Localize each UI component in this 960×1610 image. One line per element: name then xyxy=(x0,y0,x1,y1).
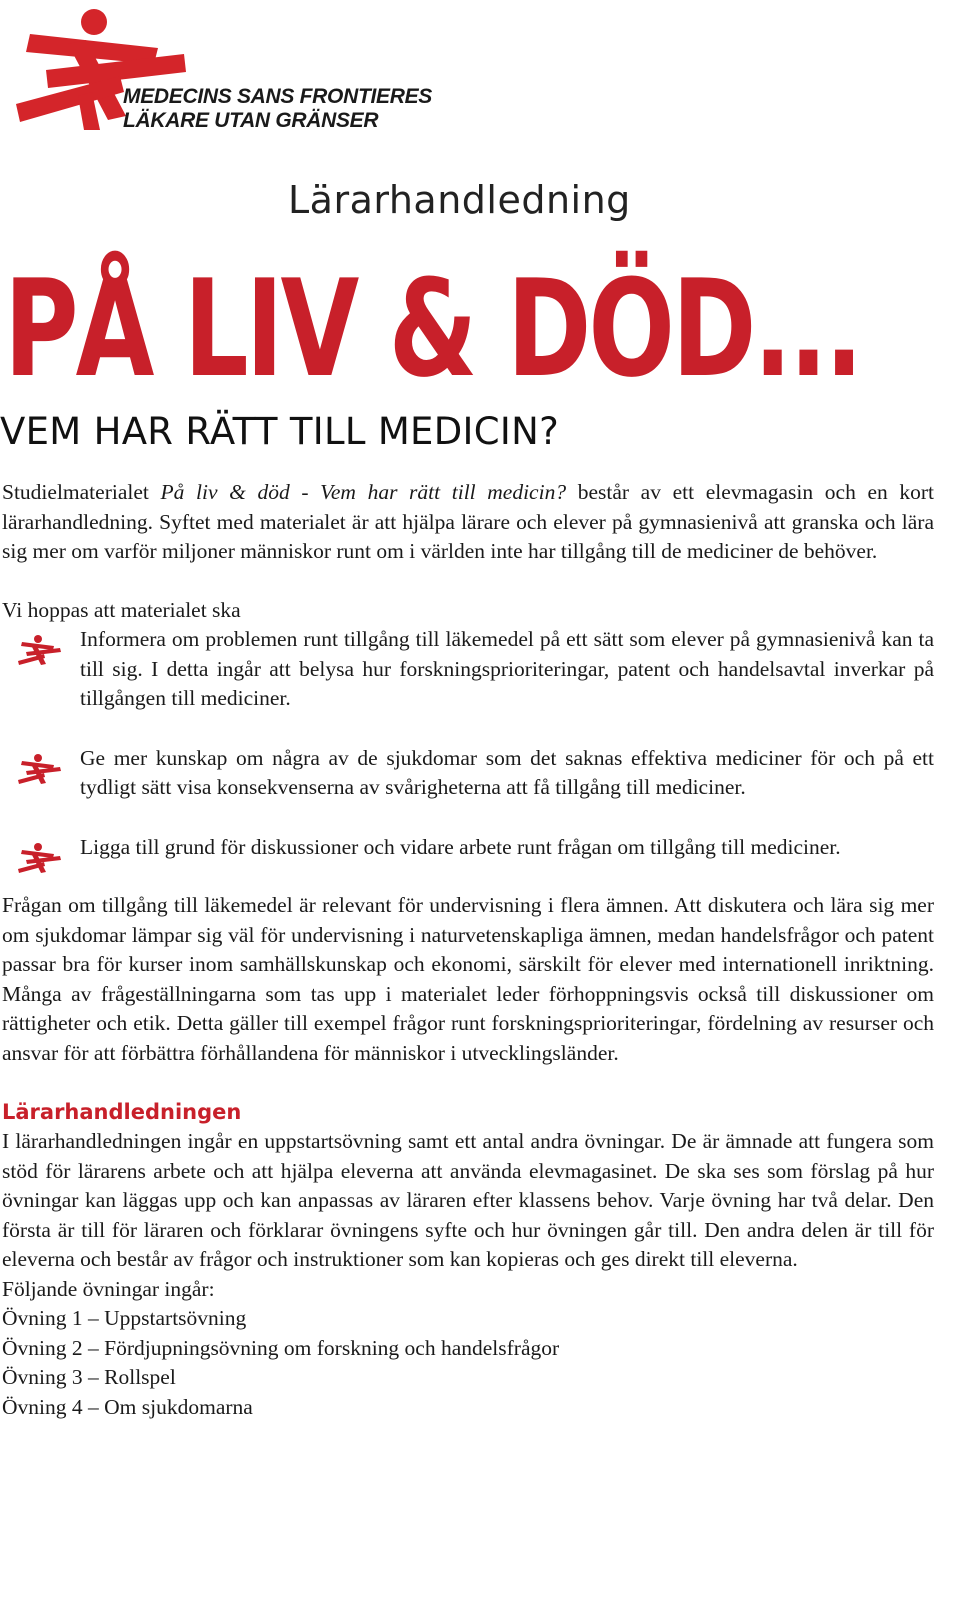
goals-lead: Vi hoppas att materialet ska xyxy=(2,597,241,622)
goal-text: Ge mer kunskap om några av de sjukdomar som det saknas effektiva mediciner för och på ett tydligt sätt visa konsekvenserna av svårigheterna att få tillgång till mediciner. xyxy=(80,745,934,799)
main-title: PÅ LIV & DÖD... xyxy=(4,251,861,407)
goal-item xyxy=(2,833,934,863)
intro-suffix: består av ett elevmagasin och en kort lärarhandledning. Syftet med materialet är att hjälpa lärare och elever på gymnasienivå att granska och lära sig mer om varför miljoner människor runt om i världen inte har tillgång till de mediciner de behöver. xyxy=(2,480,934,563)
msf-logo xyxy=(8,4,432,136)
exercise-item: Övning 2 – Fördjupningsövning om forskning och handelsfrågor xyxy=(2,1335,560,1360)
document-label: Lärarhandledning xyxy=(288,178,631,222)
msf-bullet-icon xyxy=(16,841,62,877)
guide-heading: Lärarhandledningen xyxy=(2,1100,242,1124)
exercise-item: Övning 1 – Uppstartsövning xyxy=(2,1306,247,1330)
intro-prefix: Studielmaterialet xyxy=(2,480,161,504)
exercise-item: Övning 4 – Om sjukdomarna xyxy=(2,1394,253,1419)
logo-line-1: MEDECINS SANS FRONTIERES xyxy=(123,85,432,108)
goal-text: Ligga till grund för diskussioner och vidare arbete runt frågan om tillgång till mediciner. xyxy=(80,834,841,859)
subjects-paragraph: Frågan om tillgång till läkemedel är relevant för undervisning i flera ämnen. Att diskutera och lära sig mer om sjukdomar lämpar sig väl för undervisning i naturvetenskapliga ämnen, medan handelsfrågor och patent passar bra för kurser inom samhällskunskap och ekonomi, särskilt för elever med internationell inriktning. Många av frågeställningarna som tas upp i materialet leder förhoppningsvis också till diskussioner om rättigheter och etik. Detta gäller till exempel frågor runt forskningsprioriteringar, fördelning av resurser och ansvar för att förbättra förhållandena för människor i utvecklingsländer. xyxy=(2,893,934,1065)
exercise-list xyxy=(2,1304,934,1422)
goal-item xyxy=(2,744,934,803)
exercises-lead: Följande övningar ingår: xyxy=(2,1276,215,1301)
goal-item xyxy=(2,625,934,714)
msf-bullet-icon xyxy=(16,752,62,788)
msf-bullet-icon xyxy=(16,633,62,669)
goals-list xyxy=(2,625,934,862)
document-body xyxy=(2,478,934,1422)
logo-line-2: LÄKARE UTAN GRÄNSER xyxy=(123,109,379,132)
intro-paragraph xyxy=(2,478,934,567)
guide-paragraph: I lärarhandledningen ingår en uppstartsövning samt ett antal andra övningar. De är ämnade att fungera som stöd för lärarens arbete och att hjälpa eleverna att använda elevmagasinet. De ska ses som förslag på hur övningar kan läggas upp och kan anpassas av läraren efter klassens behov. Varje övning har två delar. Den första är till för läraren och förklarar övningens syfte och hur övningen går till. Den andra delen är till för eleverna och består av frågor och instruktioner som kan kopieras och ges direkt till eleverna. xyxy=(2,1129,934,1271)
subtitle: VEM HAR RÄTT TILL MEDICIN? xyxy=(0,410,560,453)
exercise-item: Övning 3 – Rollspel xyxy=(2,1365,176,1389)
intro-title-italic: På liv & död - Vem har rätt till medicin? xyxy=(160,480,567,504)
goal-text: Informera om problemen runt tillgång till läkemedel på ett sätt som elever på gymnasienivå kan ta till sig. I detta ingår att belysa hur forskningsprioriteringar, patent och handelsavtal inverkar på tillgången till mediciner. xyxy=(80,627,934,710)
